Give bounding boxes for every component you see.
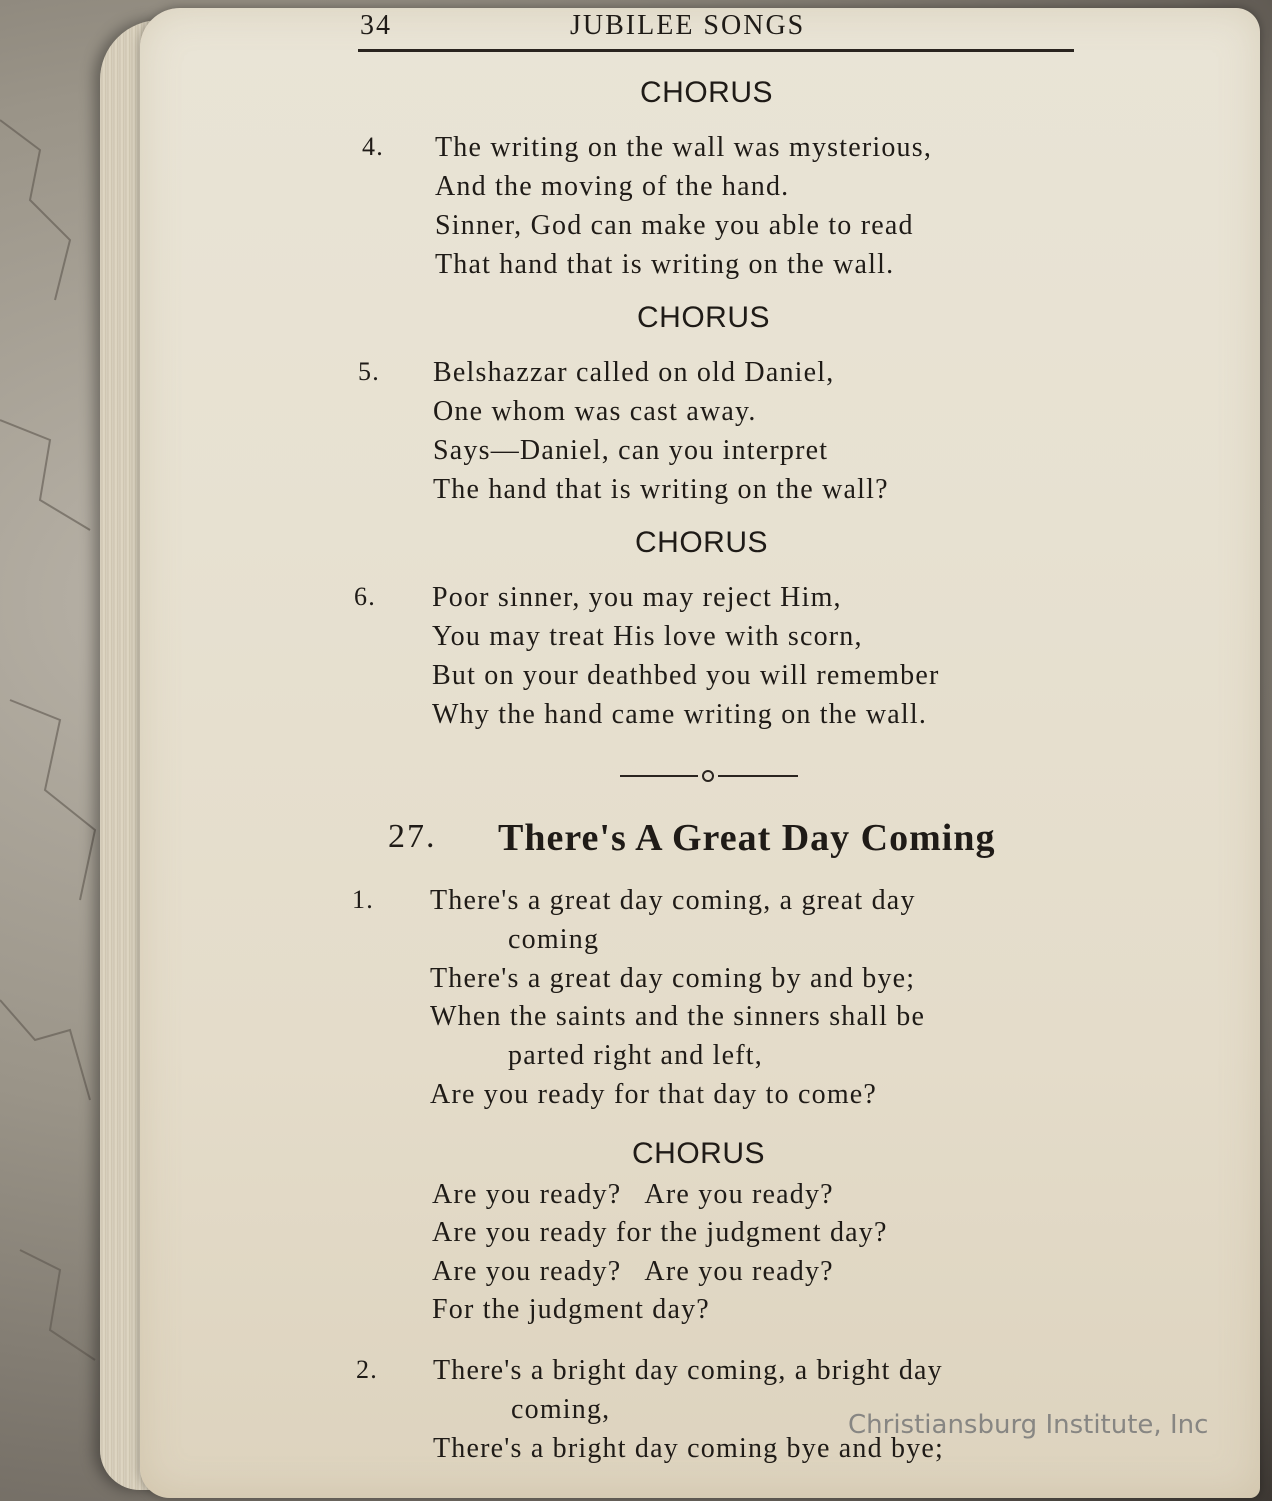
- verse-line: But on your deathbed you will remember: [432, 660, 940, 691]
- verse-line: You may treat His love with scorn,: [432, 621, 863, 652]
- verse-line: There's a bright day coming, a bright day: [433, 1355, 943, 1386]
- verse-number: 5.: [358, 357, 380, 386]
- page-number: 34: [360, 10, 392, 41]
- verse-line: That hand that is writing on the wall.: [435, 249, 895, 280]
- chorus-line: Are you ready? Are you ready?: [432, 1256, 834, 1287]
- chorus-line: Are you ready for the judgment day?: [432, 1217, 888, 1248]
- verse-line: And the moving of the hand.: [435, 171, 790, 202]
- chorus-heading: CHORUS: [635, 526, 769, 559]
- verse-line: parted right and left,: [508, 1040, 763, 1071]
- verse-line: Belshazzar called on old Daniel,: [433, 357, 835, 388]
- verse-line: Why the hand came writing on the wall.: [432, 699, 928, 730]
- verse-line: There's a bright day coming bye and bye;: [433, 1433, 945, 1464]
- verse-line: Says—Daniel, can you interpret: [433, 435, 829, 466]
- running-title: JUBILEE SONGS: [570, 10, 806, 41]
- verse-number: 4.: [362, 132, 384, 161]
- header-rule: [358, 49, 1074, 52]
- verse-line: There's a great day coming, a great day: [430, 885, 916, 916]
- verse-number: 6.: [354, 582, 376, 611]
- verse-line: One whom was cast away.: [433, 396, 757, 427]
- verse-line: Are you ready for that day to come?: [430, 1079, 878, 1110]
- chorus-heading: CHORUS: [640, 76, 774, 109]
- verse-line: Sinner, God can make you able to read: [435, 210, 914, 241]
- chorus-heading: CHORUS: [632, 1137, 766, 1170]
- verse-line: There's a great day coming by and bye;: [430, 963, 916, 994]
- verse-number: 2.: [356, 1355, 378, 1384]
- chorus-line: For the judgment day?: [432, 1294, 710, 1325]
- verse-line: coming,: [511, 1394, 611, 1425]
- watermark: Christiansburg Institute, Inc: [848, 1410, 1209, 1440]
- verse-line: Poor sinner, you may reject Him,: [432, 582, 842, 613]
- verse-line: The writing on the wall was mysterious,: [435, 132, 933, 163]
- verse-number: 1.: [352, 885, 374, 914]
- song-number: 27.: [388, 818, 437, 855]
- verse-line: coming: [508, 924, 600, 955]
- chorus-heading: CHORUS: [637, 301, 771, 334]
- chorus-line: Are you ready? Are you ready?: [432, 1179, 834, 1210]
- song-title: There's A Great Day Coming: [498, 817, 996, 859]
- section-divider: [620, 766, 800, 786]
- verse-line: When the saints and the sinners shall be: [430, 1001, 926, 1032]
- verse-line: The hand that is writing on the wall?: [433, 474, 889, 505]
